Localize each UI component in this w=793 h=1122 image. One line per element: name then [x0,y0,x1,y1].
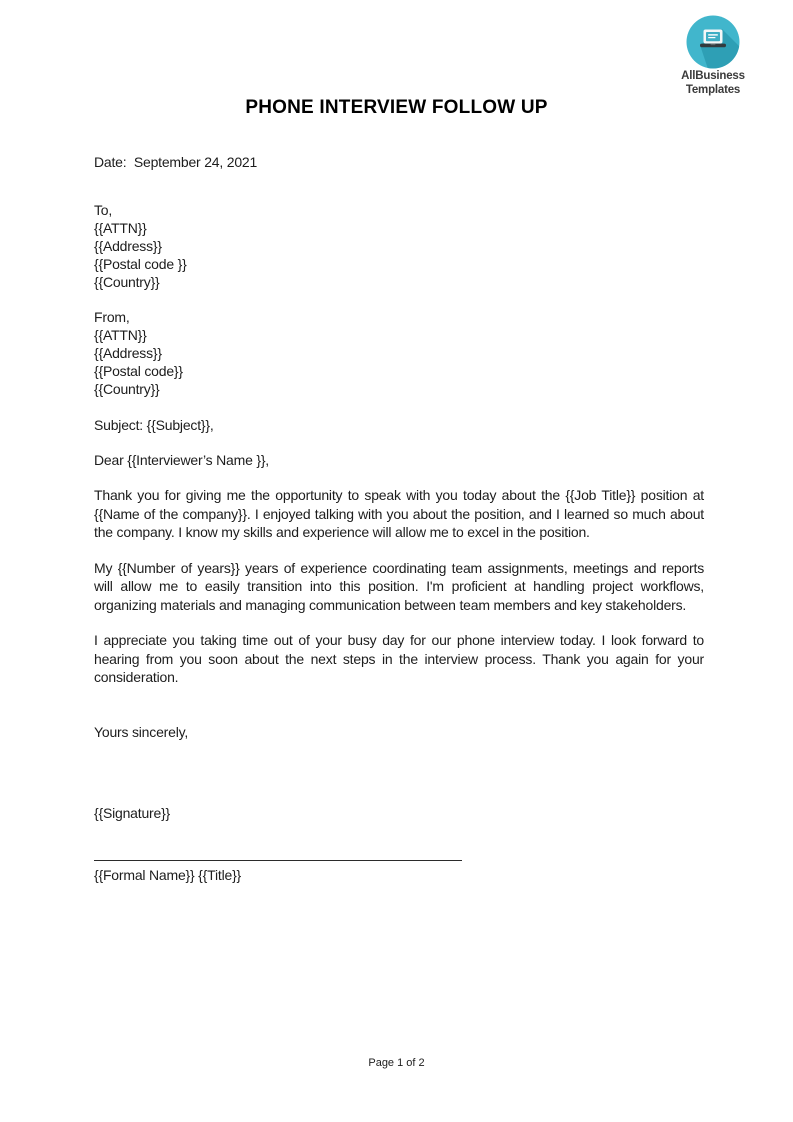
date-line: Date: September 24, 2021 [94,154,258,170]
from-attn-placeholder: {{ATTN}} [94,327,147,343]
signature-line [94,860,462,861]
sender-address-block [94,308,704,398]
laptop-icon [686,15,740,69]
paragraph-2: My {{Number of years}} years of experience coordinating team assignments, meetings and reports will allow me to easily transition into this position. I'm proficient at handling project workflows, organizing materials and managing communication between team members and key stakeholders. [94,559,704,613]
signature-name-title: {{Formal Name}} {{Title}} [94,866,242,883]
salutation: Dear {{Interviewer’s Name }}, [94,452,269,468]
from-country-placeholder: {{Country}} [94,381,160,397]
to-postal-placeholder: {{Postal code }} [94,256,187,272]
subject-line: Subject: {{Subject}}, [94,417,214,433]
allbusiness-logo [668,15,758,96]
paragraph-3: I appreciate you taking time out of your busy day for our phone interview today. I look forward to hearing from you soon about the next steps in the interview process. Thank you again for your consideration. [94,632,704,685]
signature-placeholder: {{Signature}} [94,804,171,821]
closing: Yours sincerely, [94,723,189,740]
to-attn-placeholder: {{ATTN}} [94,220,147,236]
to-label: To, [94,202,113,218]
from-postal-placeholder: {{Postal code}} [94,363,183,379]
to-address-placeholder: {{Address}} [94,238,162,254]
logo-text-line2: Templates [685,83,741,96]
to-country-placeholder: {{Country}} [94,274,160,290]
logo-text-line1: AllBusiness [681,70,745,82]
letter-body [94,153,704,884]
from-label: From, [94,309,130,325]
paragraph-1: Thank you for giving me the opportunity to speak with you today about the {{Job Title}} position at {{Name of the company}}. I enjoyed talking with you about the position, and I learned so much about the company. I know my skills and experience will allow me to excel in the position. [94,487,704,540]
recipient-address-block [94,201,704,291]
page-title: PHONE INTERVIEW FOLLOW UP [245,97,548,118]
from-address-placeholder: {{Address}} [94,345,162,361]
page-number: Page 1 of 2 [368,1057,425,1069]
